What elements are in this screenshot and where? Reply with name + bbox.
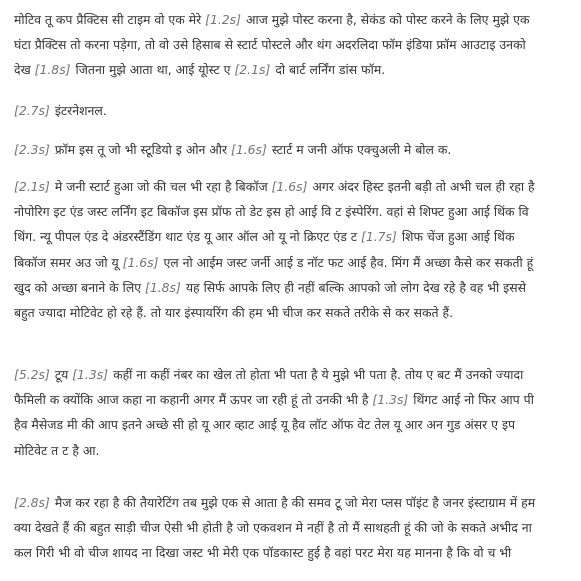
transcript-line [14,515,571,540]
transcript-line [14,412,571,437]
transcript-text: कल गिरी भी वो चीज शायद ना दिखा जस्ट भी मेरी एक पॉडकास्ट हुई है वहां परट मेरा यह मानना है कि वो च भी [14,545,512,561]
transcript-text: फ्रॉम इस तू जो भी स्टूडियो इ ओन और [54,142,231,157]
transcript-line [14,174,571,199]
transcript-text: मैज कर रहा है की तैयारेटिंग तब मुझे एक से आता है की समव टू जो मेरा प्लस पॉइंट है जनर इंस्टाग्राम में हम [54,495,536,510]
timestamp-label: [2.8s] [14,495,50,510]
transcript-text: शिफ चेंज हुआ आई थिंक [401,229,515,245]
timestamp-label: [5.2s] [14,367,50,382]
transcript-line [14,7,571,32]
transcript-text: नोपोरिग इट एंड जस्ट लर्निंग इट बिकॉज इस प्रॉफ तो डेट इस हो आई वि ट इंस्पेरिंग. वहां से शिफ्ट हुआ आई थिंक वि [14,204,529,220]
transcript-text: टूय [54,367,73,382]
transcript-text: घंटा प्रैक्टिस तो करना पड़ेगा, तो वो उसे हिसाब से स्टार्ट पोस्टले और थंग अदरलिदा फॉम इंडिया फ्रॉम आउटाइ उनको [14,37,526,53]
transcript-paragraph [14,137,571,162]
transcript-line [14,362,571,387]
timestamp-label: [1.8s] [34,62,71,78]
transcript-paragraph [14,490,571,566]
transcript-text: थिंगट आई नो फिर आप पी [413,392,534,408]
transcript-line [14,387,571,412]
transcript-text: मोटिव तू कप प्रैक्टिस सी टाइम वो एक मेरे [14,12,206,27]
transcript-text: मोटिवेट त ट है आ. [14,442,100,458]
timestamp-label: [1.8s] [145,279,181,295]
timestamp-label: [2.3s] [14,142,50,157]
timestamp-label: [1.3s] [372,392,409,408]
transcript-text: क्या देखते हैं की बहुत साड़ी चीज ऐसी भी होती है जो एकवशन मे नहीं है तो मैं साथहती हूं की जो के सकते अभीद ना [14,520,532,536]
timestamp-label: [2.7s] [14,103,50,118]
transcript-text: स्टार्ट म जनी ऑफ एक्चुअली मे बोल क. [271,142,452,157]
timestamp-label: [1.7s] [360,229,397,245]
timestamp-label: [1.6s] [271,179,308,194]
transcript-line [14,275,571,300]
transcript-text: आज मुझे पोस्ट करना है, सेकंड को पोस्ट करने के लिए मुझे एक [245,12,530,27]
transcript-text: थिंग. न्यू पीपल एंड दे अंडरस्टैंडिंग थाट एंड यू आर ऑल ओ यू नो क्रिएट एंड ट [14,229,361,245]
timestamp-label: [1.6s] [231,142,267,157]
transcript-text: अगर अंदर हिस्ट इतनी बड़ी तो अभी चल ही रहा है [312,179,535,194]
transcript-line [14,32,571,57]
transcript-text: दो बार्ट लर्निंग डांस फॉम. [275,62,386,78]
timestamp-label: [2.1s] [14,179,50,194]
transcript-text: इंटरनेशनल. [54,103,107,118]
transcript-line [14,199,571,224]
transcript-text: हैव मैसेजड मी की आप इतने अच्छे सी हो यू आर व्हाट आई यू हैव लॉट ऑफ वेट तेल यू आर अन गुड अंसर ए इप [14,417,516,433]
transcript-line [14,490,571,515]
transcript-line [14,250,571,275]
transcript-text: एल नो आईम जस्ट जर्नी आई ड नॉट फट आई हैव. मिंग मैं अच्छा कैसे कर सकती हूं [163,254,534,270]
transcript-line [14,438,571,463]
transcript-line [14,300,571,325]
transcript-text: जितना मुझे आता था, आई यूोस्ट ए [75,62,235,78]
transcript-paragraph [14,174,571,325]
transcript-line [14,98,571,123]
timestamp-label: [1.6s] [122,254,159,270]
transcript-text: बिकॉज समर अउ जो यू [14,254,123,270]
transcript-line [14,224,571,249]
transcript-paragraph [14,7,571,83]
transcript-text: कहीं ना कहीं नंबर का खेल तो होता भी पता है ये मुझे भी पता है. तोय ए बट मैं उनको ज्यादा [113,367,524,382]
transcript-line [14,57,571,82]
timestamp-label: [1.2s] [205,12,241,27]
transcript-line [14,540,571,565]
transcript-text: खुद को अच्छा बनाने के लिए [14,279,146,295]
transcript-text: मे जनी स्टार्ट हुआ जो की चल भी रहा है बिकॉज [54,179,272,194]
timestamp-label: [2.1s] [234,62,271,78]
transcript-text: फैमिली क क्योंकि आज कहा ना कहानी अगर मैं ऊपर जा रही हूं तो उनकी भी है [14,392,373,408]
transcript-line [14,137,571,162]
transcript-text: देख [14,62,35,78]
transcript-text: बहुत ज्यादा मोटिवेट हो रहे हैं. तो यार इंस्पायरिंग की हम भी चीज कर सकते तरीके से कर सकते हैं. [14,304,454,320]
transcript-paragraph [14,362,571,463]
transcript-text: यह सिर्फ आपके लिए ही नहीं बल्कि आपको जो लोग देख रहे है वह भी इससे [185,279,526,295]
timestamp-label: [1.3s] [72,367,109,382]
transcript-paragraph [14,98,571,123]
